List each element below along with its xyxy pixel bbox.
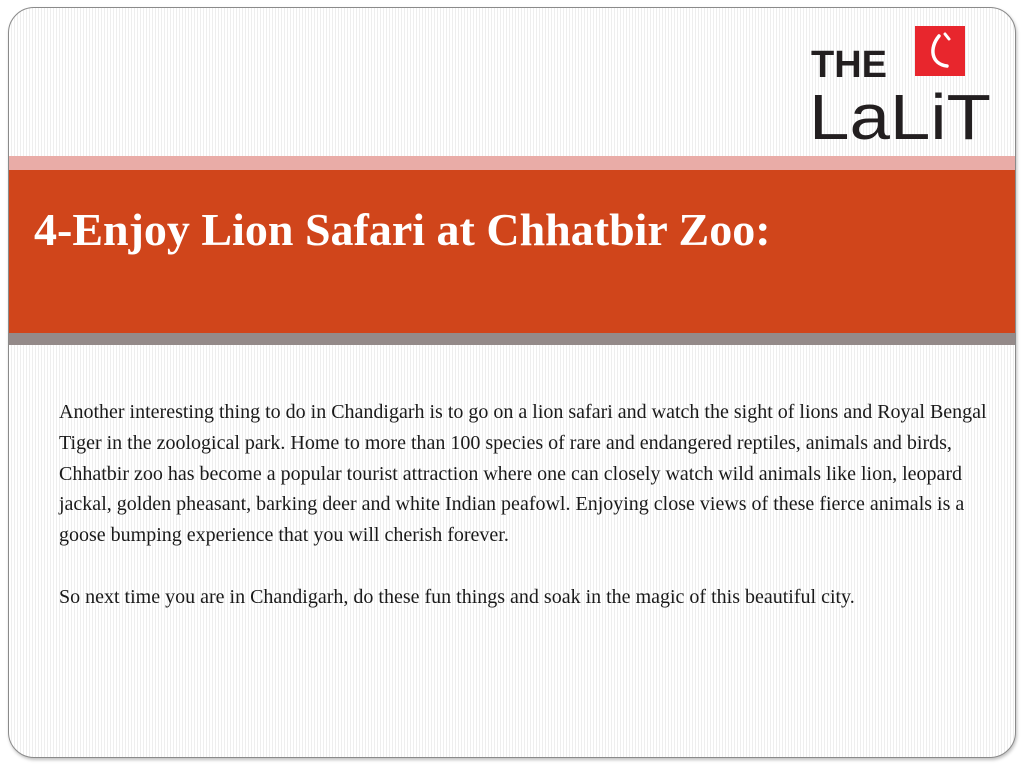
lalit-logo-graphic	[809, 22, 999, 142]
logo-text-lalit: LaLiT	[809, 81, 991, 142]
logo-red-square	[915, 26, 965, 76]
slide	[8, 7, 1016, 758]
slide-title: 4-Enjoy Lion Safari at Chhatbir Zoo:	[34, 204, 771, 255]
body-paragraph: Another interesting thing to do in Chandigarh is to go on a lion safari and watch the sight of lions and Royal Bengal Tiger in the zoological park. Home to more than 100 species of rare and endangered reptiles, animals and birds, Chhatbir zoo has become a popular tourist attraction where one can closely watch wild animals like lion, leopard jackal, golden pheasant, barking deer and white Indian peafowl. Enjoying close views of these fierce animals is a goose bumping experience that you will cherish forever.	[59, 401, 987, 547]
body-paragraph: So next time you are in Chandigarh, do these fun things and soak in the magic of this beautiful city.	[59, 585, 855, 608]
lalit-logo	[809, 22, 999, 142]
slide-body	[59, 397, 989, 643]
grey-band	[9, 333, 1015, 345]
pink-band	[9, 156, 1015, 170]
logo-text-the: THE	[811, 44, 887, 86]
